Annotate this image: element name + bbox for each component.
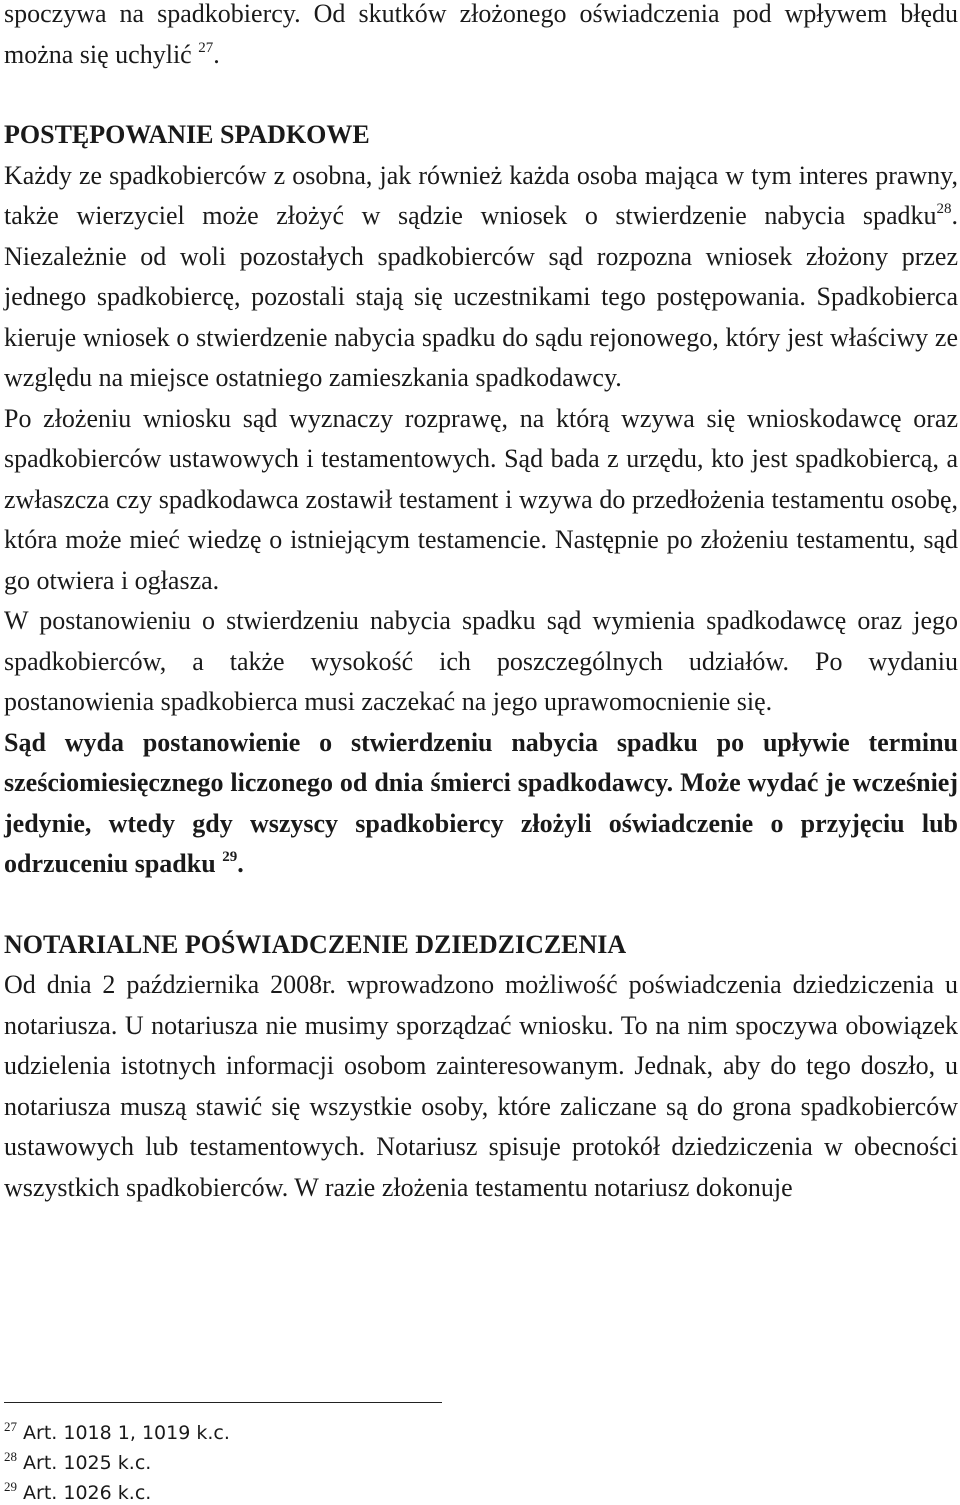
footnote-number: 27 (4, 1419, 17, 1434)
paragraph-2: Po złożeniu wniosku sąd wyznaczy rozprawę, na którą wzywa się wnioskodawcę oraz spadkobierców ustawowych i testamentowych. Sąd bada z urzędu, kto jest spadkobiercą, a zwłaszcza czy spadkodawca zostawił testament i wzywa do przedłożenia testamentu osobę, która może mieć wiedzę o istniejącym testamencie. Następnie po złożeniu testamentu, sąd go otwiera i ogłasza. (4, 403, 958, 595)
footnote-separator (4, 1402, 442, 1403)
paragraph-1-text-b: . Niezależnie od woli pozostałych spadkobierców sąd rozpozna wniosek złożony przez jednego spadkobiercę, pozostali stają się uczestnikami tego postępowania. Spadkobierca kieruje wniosek o stwierdzenie nabycia spadku do sądu rejonowego, który jest właściwy ze względu na miejsce ostatniego zamieszkania spadkodawcy. (4, 201, 958, 392)
lead-text: spoczywa na spadkobiercy. Od skutków złożonego oświadczenia pod wpływem błędu można się uchylić (4, 0, 958, 69)
paragraph-4-bold (4, 723, 958, 885)
paragraph-1-text-a: Każdy ze spadkobierców z osobna, jak również każda osoba mająca w tym interes prawny, także wierzyciel może złożyć w sądzie wniosek o stwierdzenie nabycia spadku (4, 160, 958, 230)
footnote-28 (4, 1451, 424, 1475)
footnote-27 (4, 1421, 424, 1445)
document-body (4, 0, 958, 1208)
section-heading-notarialne: NOTARIALNE POŚWIADCZENIE DZIEDZICZENIA (4, 929, 627, 959)
footnote-ref-29[interactable]: 29 (222, 849, 238, 865)
paragraph-3: W postanowieniu o stwierdzeniu nabycia spadku sąd wymienia spadkodawcę oraz jego spadkobierców, a także wysokość ich poszczególnych udziałów. Po wydaniu postanowienia spadkobierca musi zaczekać na jego uprawomocnienie się. (4, 606, 958, 716)
footnote-text: Art. 1025 k.c. (23, 1452, 152, 1474)
footnote-number: 29 (4, 1479, 17, 1494)
footnote-text: Art. 1026 k.c. (23, 1482, 152, 1504)
section-heading-postepowanie: POSTĘPOWANIE SPADKOWE (4, 120, 370, 149)
footnote-ref-27[interactable]: 27 (198, 39, 214, 56)
footnote-number: 28 (4, 1449, 17, 1464)
lead-end: . (213, 39, 220, 69)
paragraph-1 (4, 156, 958, 399)
footnote-text: Art. 1018 1, 1019 k.c. (23, 1422, 230, 1444)
paragraph-4-text: Sąd wyda postanowienie o stwierdzeniu nabycia spadku po upływie terminu sześciomiesięcznego liczonego od dnia śmierci spadkodawcy. Może wydać je wcześniej jedynie, wtedy gdy wszyscy spadkobiercy złożyli oświadczenie o przyjęciu lub odrzuceniu spadku (4, 727, 958, 878)
footnote-29 (4, 1481, 424, 1505)
lead-paragraph (4, 0, 958, 75)
paragraph-4-end: . (237, 849, 244, 878)
paragraph-5: Od dnia 2 października 2008r. wprowadzono możliwość poświadczenia dziedziczenia u notariusza. U notariusza nie musimy sporządzać wniosku. To na nim spoczywa obowiązek udzielenia istotnych informacji osobom zainteresowanym. Jednak, aby do tego doszło, u notariusza muszą stawić się wszystkie osoby, które zaliczane są do grona spadkobierców ustawowych lub testamentowych. Notariusz spisuje protokół dziedziczenia w obecności wszystkich spadkobierców. W razie złożenia testamentu notariusz dokonuje (4, 970, 958, 1202)
footnote-ref-28[interactable]: 28 (936, 201, 952, 217)
